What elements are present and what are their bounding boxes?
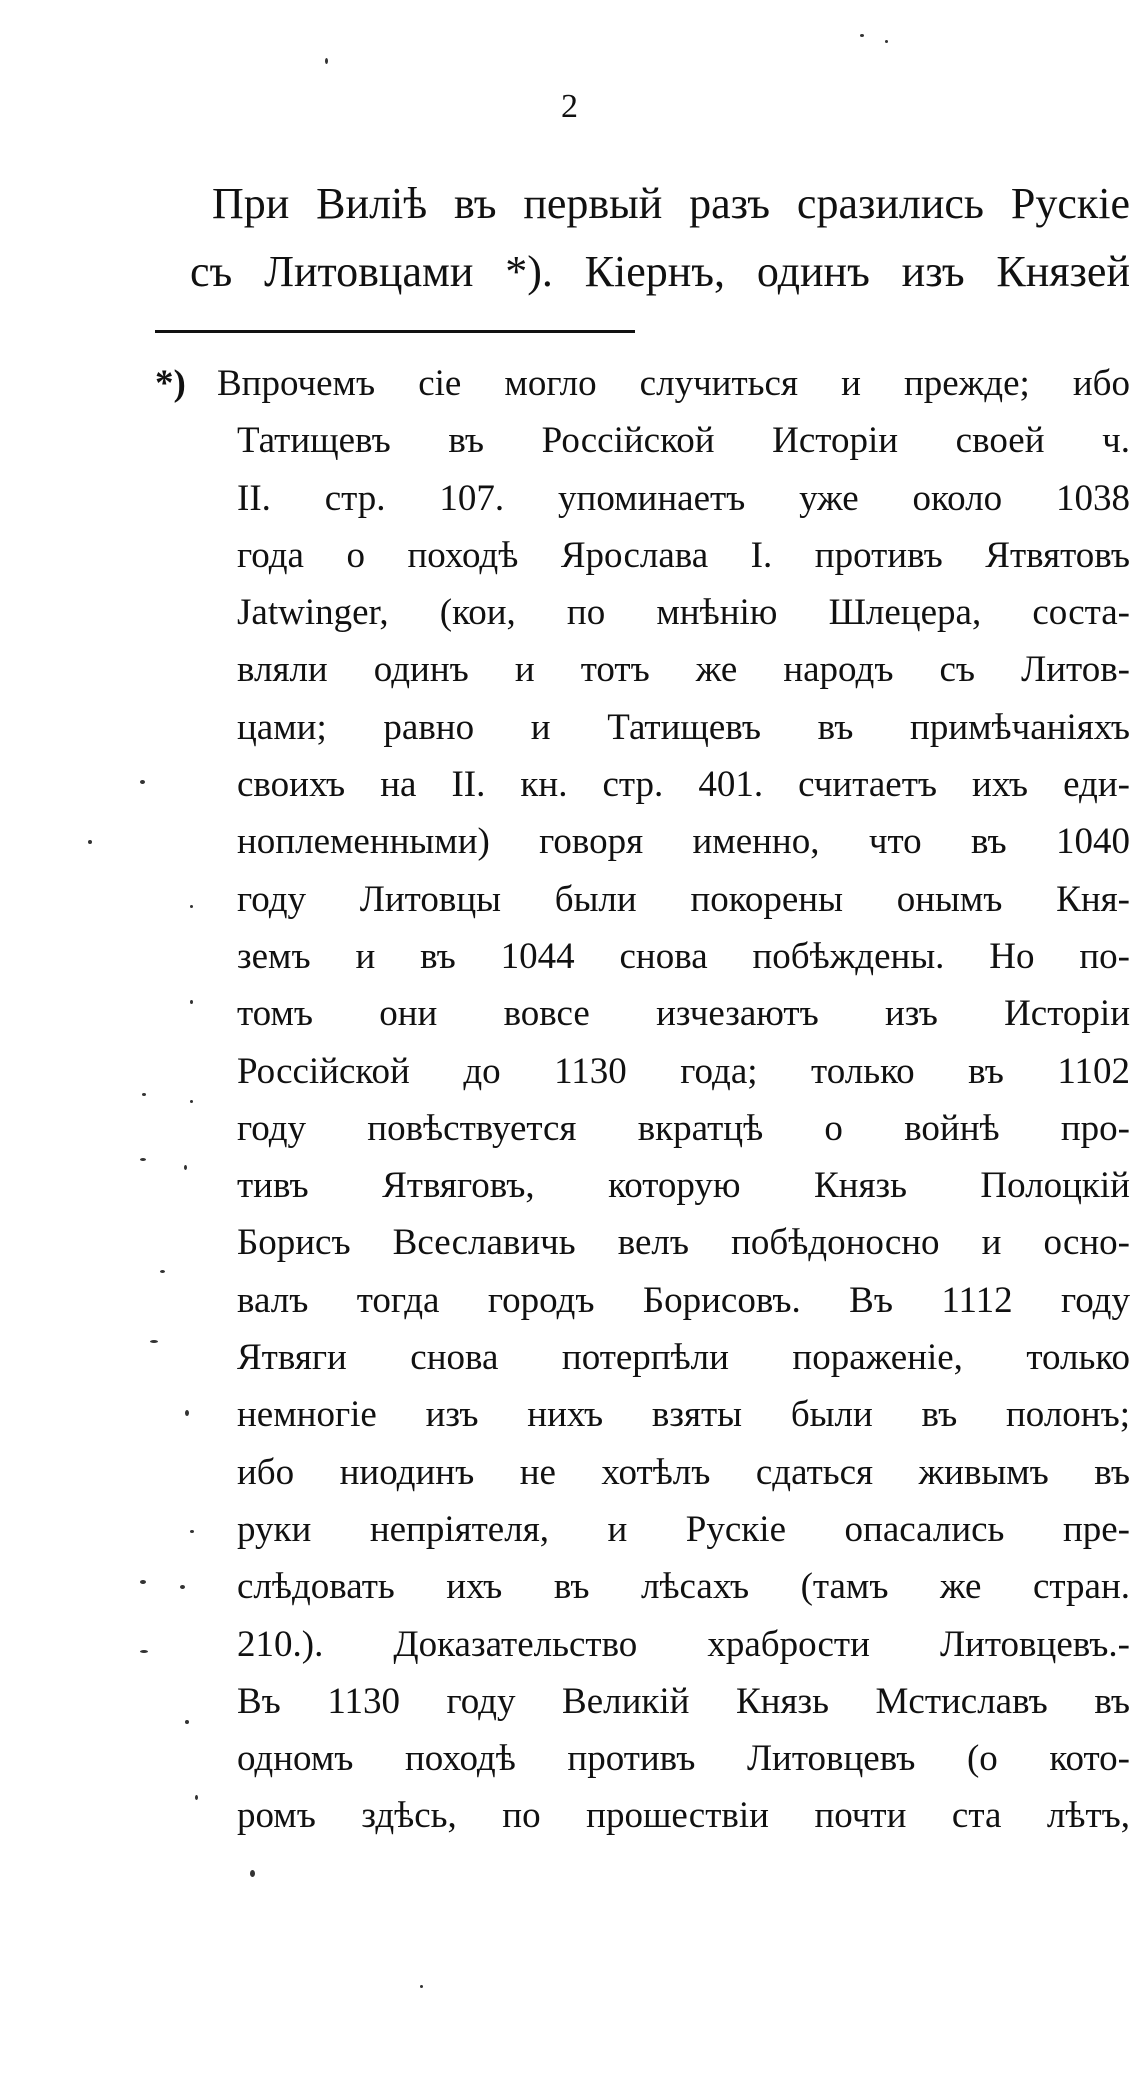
footnote-line: года о походѣ Ярослава I. противъ Ятвятовъ <box>237 534 1130 576</box>
footnote-line: земъ и въ 1044 снова побѣждены. Но по- <box>237 935 1130 977</box>
footnote-line: томъ они вовсе изчезаютъ изъ Исторіи <box>237 993 1130 1035</box>
footnote-line: ноплеменными) говоря именно, что въ 1040 <box>237 821 1130 863</box>
footnote-line: немногіе изъ нихъ взяты были въ полонъ; <box>237 1394 1130 1436</box>
footnote-line: ромъ здѣсь, по прошествіи почти ста лѣтъ, <box>237 1795 1130 1837</box>
footnote-line: вляли одинъ и тотъ же народъ съ Литов- <box>237 649 1130 691</box>
footnote-line: ибо ниодинъ не хотѣлъ сдаться живымъ въ <box>237 1451 1130 1493</box>
footnote-line: одномъ походѣ противъ Литовцевъ (о кото- <box>237 1738 1130 1780</box>
footnote-separator-rule <box>155 330 635 333</box>
footnote-line: Въ 1130 году Великій Князь Мстиславъ въ <box>237 1680 1130 1722</box>
footnote-line: Jatwinger, (кои, по мнѣнію Шлецера, соста- <box>237 592 1130 634</box>
footnote <box>155 355 1130 1845</box>
footnote-line: году повѣствуется вкратцѣ о войнѣ про- <box>237 1107 1130 1149</box>
footnote-line: тивъ Ятвяговъ, которую Князь Полоцкій <box>237 1165 1130 1207</box>
footnote-line: Ятвяги снова потерпѣли пораженіе, только <box>237 1337 1130 1379</box>
page-number: 2 <box>561 88 579 125</box>
footnote-line: Впрочемъ сіе могло случиться и прежде; ибо <box>217 363 1130 404</box>
footnote-line: году Литовцы были покорены онымъ Кня- <box>237 878 1130 920</box>
footnote-line: Борисъ Всеславичь велъ побѣдоносно и осно- <box>237 1222 1130 1264</box>
footnote-line: Татищевъ въ Россійской Исторіи своей ч. <box>237 420 1130 462</box>
main-text <box>190 170 1130 306</box>
footnote-line: своихъ на II. кн. стр. 401. считаетъ ихъ еди- <box>237 764 1130 806</box>
main-text-line-2: съ Литовцами *). Кіернъ, одинъ изъ Князей <box>190 247 1130 296</box>
footnote-marker: *) <box>155 363 186 404</box>
footnote-body <box>217 355 1130 1845</box>
footnote-line: цами; равно и Татищевъ въ примѣчаніяхъ <box>237 706 1130 748</box>
footnote-line: валъ тогда городъ Борисовъ. Въ 1112 году <box>237 1279 1130 1321</box>
footnote-line: 210.). Доказательство храбрости Литовцевъ.- <box>237 1623 1130 1665</box>
footnote-line: Россійской до 1130 года; только въ 1102 <box>237 1050 1130 1092</box>
footnote-line: II. стр. 107. упоминаетъ уже около 1038 <box>237 477 1130 519</box>
footnote-line: слѣдовать ихъ въ лѣсахъ (тамъ же стран. <box>237 1566 1130 1608</box>
main-text-line-1: При Виліѣ въ первый разъ сразились Рускіе <box>212 179 1130 228</box>
footnote-line: руки непріятеля, и Рускіе опасались пре- <box>237 1508 1130 1550</box>
